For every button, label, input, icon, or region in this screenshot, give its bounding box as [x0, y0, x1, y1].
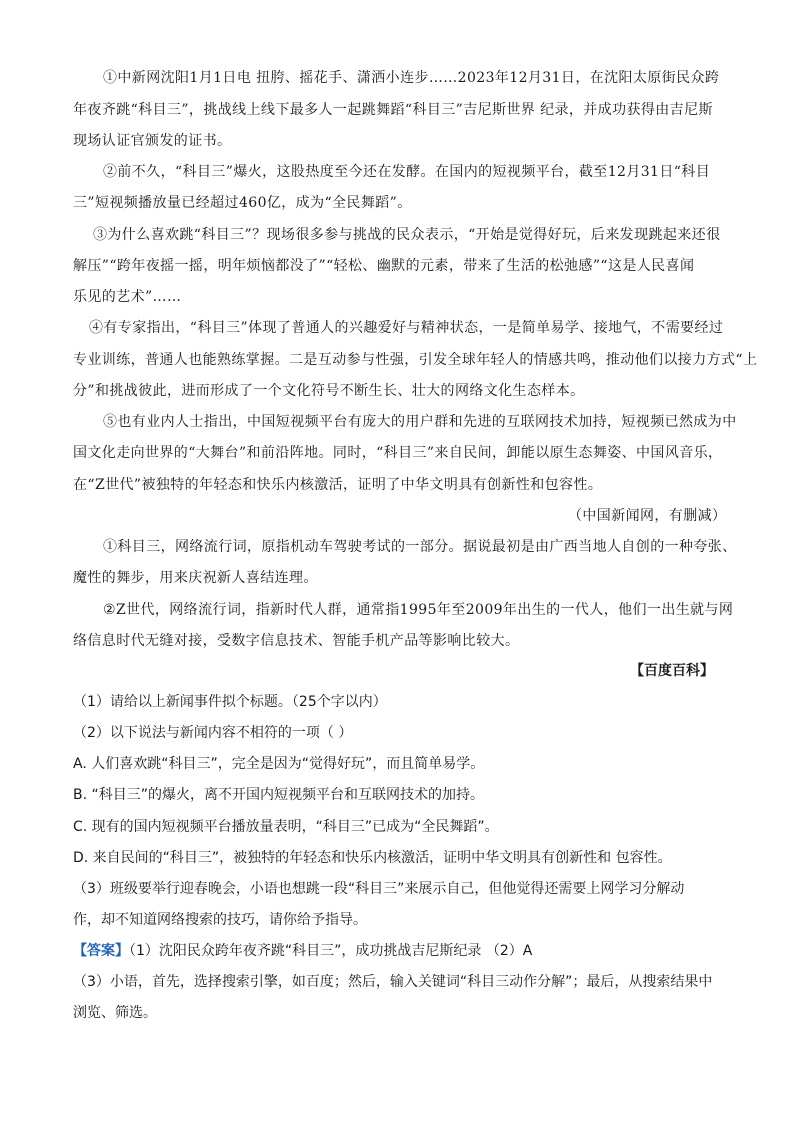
article-p2-line2: 三”短视频播放量已经超过460亿，成为“全民舞蹈”。 — [73, 195, 412, 211]
article-p4-line3: 分”和挑战彼此，进而形成了一个文化符号不断生长、壮大的网络文化生态样本。 — [73, 383, 585, 399]
article-p1-line3: 现场认证官颁发的证书。 — [73, 133, 232, 149]
question-3-line2: 作，却不知道网络搜索的技巧，请你给予指导。 — [73, 912, 367, 928]
question-2: （2）以下说法与新闻内容不相符的一项（ ） — [73, 725, 353, 741]
option-d: D. 来自民间的“科目三”，被独特的年轻态和快乐内核激活，证明中华文明具有创新性和 包容性。 — [73, 850, 672, 866]
article-p3-line3: 乐见的艺术”…… — [73, 289, 182, 305]
article-p4-line1: ④有专家指出，“科目三”体现了普通人的兴趣爱好与精神状态，一是简单易学、接地气，不需要经过 — [89, 320, 724, 336]
article-p1-line2: 年夜齐跳“科目三”，挑战线上线下最多人一起跳舞蹈“科目三”吉尼斯世界 纪录，并成功获得由吉尼斯 — [73, 102, 713, 118]
article-p1-line1: ①中新网沈阳1月1日电 扭胯、摇花手、潇洒小连步……2023年12月31日，在沈阳太原街民众跨 — [103, 70, 720, 86]
article-p4-line2: 专业训练，普通人也能熟练掌握。二是互动参与性强，引发全球年轻人的情感共鸣，推动他们以接力方式“上 — [73, 352, 758, 368]
answer-line2: （3）小语，首先，选择搜索引擎，如百度；然后，输入关键词“科目三动作分解”；最后，从搜索结果中 — [73, 974, 713, 990]
note1-line1: ①科目三，网络流行词，原指机动车驾驶考试的一部分。据说最初是由广西当地人自创的一种夸张、 — [103, 539, 737, 555]
answer-line1 — [73, 941, 532, 961]
note2-line1: ②Z世代，网络流行词，指新时代人群，通常指1995年至2009年出生的一代人，他们一出生就与网 — [103, 602, 734, 618]
article-p3-line2: 解压”“跨年夜摇一摇，明年烦恼都没了”“轻松、幽默的元素，带来了生活的松弛感”“这是人民喜闻 — [73, 258, 695, 274]
answer-line3: 浏览、筛选。 — [73, 1005, 157, 1021]
answer-label: 【答案】 — [73, 943, 129, 959]
option-b: B. “科目三”的爆火，离不开国内短视频平台和互联网技术的加持。 — [73, 787, 485, 803]
note2-line2: 络信息时代无缝对接，受数字信息技术、智能手机产品等影响比较大。 — [73, 633, 520, 649]
article-source: （中国新闻网，有删减） — [568, 508, 727, 524]
article-p5-line1: ⑤也有业内人士指出，中国短视频平台有庞大的用户群和先进的互联网技术加持，短视频已然成为中 — [103, 414, 737, 430]
article-p5-line3: 在“Z世代”被独特的年轻态和快乐内核激活，证明了中华文明具有创新性和包容性。 — [73, 477, 603, 493]
note-source: 【百度百科】 — [630, 663, 714, 679]
article-p5-line2: 国文化走向世界的“大舞台”和前沿阵地。同时，“科目三”来自民间，卸能以原生态舞姿、中国风音乐， — [73, 445, 723, 461]
answer-text-1: （1）沈阳民众跨年夜齐跳“科目三”，成功挑战吉尼斯纪录 （2）A — [129, 943, 533, 959]
option-a: A. 人们喜欢跳“科目三”，完全是因为“觉得好玩”，而且简单易学。 — [73, 756, 485, 772]
article-p3-line1: ③为什么喜欢跳“科目三”？现场很多参与挑战的民众表示，“开始是觉得好玩，后来发现跳起来还很 — [93, 227, 721, 243]
article-p2-line1: ②前不久，“科目三”爆火，这股热度至今还在发酵。在国内的短视频平台，截至12月31日“科目 — [103, 164, 711, 180]
option-c: C. 现有的国内短视频平台播放量表明，“科目三”已成为“全民舞蹈”。 — [73, 819, 499, 835]
question-3-line1: （3）班级要举行迎春晚会，小语也想跳一段“科目三”来展示自己，但他觉得还需要上网学习分解动 — [73, 881, 685, 897]
question-1: （1）请给以上新闻事件拟个标题。（25个字以内） — [73, 694, 387, 710]
note1-line2: 魔性的舞步，用来庆祝新人喜结连理。 — [73, 570, 318, 586]
